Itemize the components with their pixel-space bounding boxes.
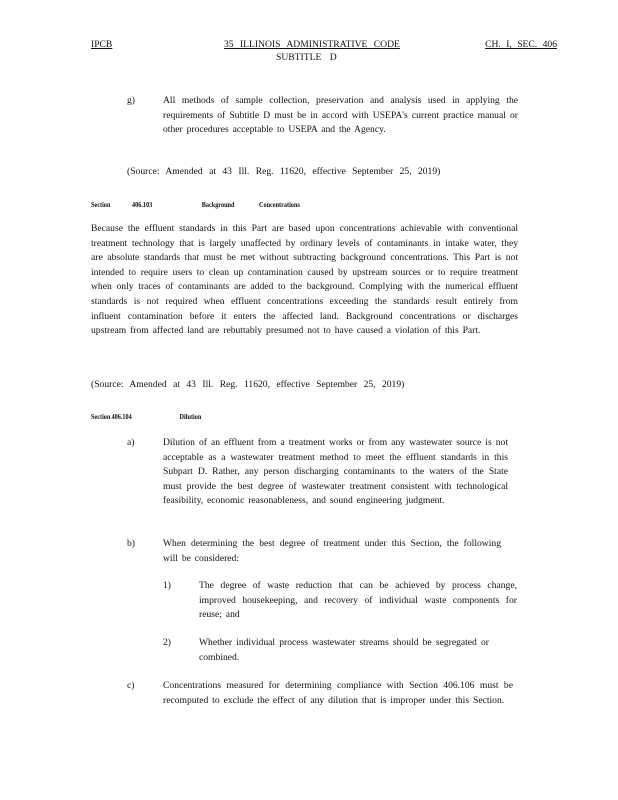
section-title: Background Concentrations: [201, 200, 300, 209]
item-c-text: Concentrations measured for determining compliance with Section 406.106 must be recomputed to exclude the effect of any dilution that is improper under this Section.: [163, 680, 513, 706]
source-note-2: (Source: Amended at 43 Ill. Reg. 11620, effective September 25, 2019): [91, 379, 405, 390]
header-right: CH. I, SEC. 406: [485, 39, 557, 50]
section-title: Dilution: [179, 412, 202, 421]
item-a-text: Dilution of an effluent from a treatment works or from any wastewater source is not acceptable as a wastewater treatment method to meet the effluent standards in this Subpart D. Rather, any person discharging contaminants to the waters of the State must provide the best degree of wastewater treatment consistent with technological feasibility, economic reasonableness, and sound engineering judgment.: [163, 437, 508, 507]
item-b2-label: 2): [163, 637, 171, 648]
section-heading-406-103: [91, 198, 300, 213]
item-b-label: b): [127, 538, 135, 549]
source-note-1: (Source: Amended at 43 Ill. Reg. 11620, effective September 25, 2019): [127, 166, 441, 177]
item-a-label: a): [127, 437, 135, 448]
item-b2-text: Whether individual process wastewater streams should be segregated or combined.: [199, 637, 489, 663]
item-b1-text: The degree of waste reduction that can be achieved by process change, improved housekeeping, and recovery of individual waste components for reuse; and: [199, 580, 517, 621]
item-c-label: c): [127, 680, 135, 691]
section-word: Section: [91, 412, 111, 421]
section-number: 406.104: [111, 412, 132, 421]
item-b1-label: 1): [163, 580, 171, 591]
section-number: 406.103: [132, 200, 153, 209]
item-g-text: All methods of sample collection, preservation and analysis used in applying the requirements of Subtitle D must be in accord with USEPA's current practice manual or other procedures acceptable to USEPA and the Agency.: [163, 95, 518, 136]
section-heading-406-104: [91, 410, 201, 425]
header-left: IPCB: [91, 39, 113, 50]
section-word: Section: [91, 200, 111, 209]
item-g-label: g): [127, 95, 135, 106]
page-header: [91, 38, 557, 68]
item-b-text: When determining the best degree of treatment under this Section, the following will be considered:: [163, 538, 501, 564]
paragraph-406-103: Because the effluent standards in this Part are based upon concentrations achievable with conventional treatment technology that is largely unaffected by ordinary levels of contaminants in intake water, they are absolute standards that must be met without subtracting background concentrations. This Part is not intended to require users to clean up contamination caused by upstream sources or to require treatment when only traces of contaminants are added to the background. Complying with the numerical effluent standards is not required when effluent concentrations exceeding the standards result entirely from influent contamination before it enters the affected land. Background concentrations or discharges upstream from affected land are rebuttably presumed not to have caused a violation of this Part.: [91, 223, 518, 337]
header-subtitle: SUBTITLE D: [276, 52, 337, 63]
header-center: 35 ILLINOIS ADMINISTRATIVE CODE: [224, 39, 400, 50]
